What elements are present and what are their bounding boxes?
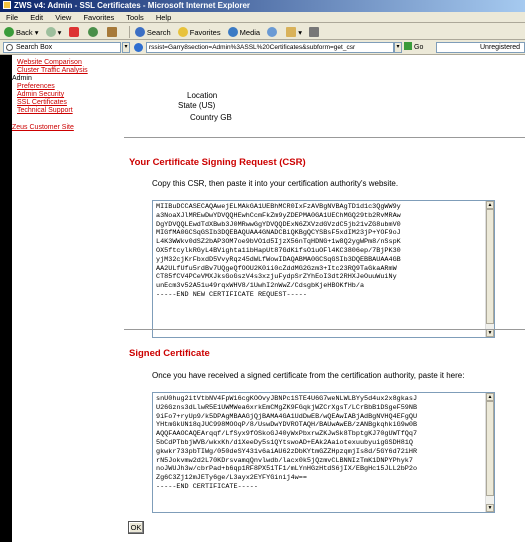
refresh-icon — [88, 27, 98, 37]
country-row — [190, 113, 232, 122]
sidebar-link-preferences[interactable]: Preferences — [17, 83, 55, 90]
history-button[interactable] — [267, 24, 279, 40]
media-icon — [228, 27, 238, 37]
divider — [124, 137, 525, 138]
menu-help[interactable]: Help — [155, 13, 172, 22]
main-content — [124, 55, 525, 542]
mail-button[interactable]: ▾ — [286, 24, 302, 40]
search-box-dropdown[interactable]: ▾ — [122, 42, 130, 53]
signed-certificate-text: snU0hug2itVtbNV4FpWi6cgKOOvyJBNPc1STE4U6G7weNLWLBYy5d4ux2x8gkasJ U26Gzns3dLlwR5E1UWMWea6xrkEmCMgZK9FGqkjWZCrXgsT/LCrBbB1DSgeF59NB 9iFo7+ryUp9/k5DPAgMBAAGjQjBAMA4GA1UdDwEB/wQEAwIABjAdBgNVHQ4EFgQU YHtmGkUN18qJUC998MOOqP/8/UswDwYDVROTAQH/BAUwAwEB/zANBgkqhkiG9w0B AQQFAAOCAQEArqqf/LfSyx9fOSkoGJ40yWxPbxrwZKJwSk8TbptgKJ70gUWTfQq7 5bCdPTbbjWVB/wkxKh/d1XeeDy5s1QYtswoAD+EAk2AaiotexuubyuigGSDH81Q gkwkr733pbTIWg/050deSY431v6aiAU62zDbKYtmGZZHpzqmjIs8d/5GY6d72iHR rN5Jokvmw2d2L70KDrsvamqQnvlwdb/lacx0k5jQzmvCLBNNIzTmK1DNPYPhyk7 noJWUJh3w/cbrPad+b6qp1RF8PX51TF1/mLYnHGzHtdS6jIX/EBgHc15JLL2bP2o Zg6C3Zj12mJETy6ge/L3ayx2EYFYGinij4w== -----END CERTIFICATE----- — [156, 395, 418, 491]
menu-edit[interactable]: Edit — [30, 13, 44, 22]
state-label: State (US) — [178, 101, 216, 110]
ok-button[interactable]: OK — [128, 521, 144, 534]
favorites-label: Favorites — [189, 27, 221, 37]
csr-scrollbar[interactable] — [485, 201, 494, 337]
sidebar-link-technical-support[interactable]: Technical Support — [17, 107, 73, 114]
search-box-label: Search Box — [16, 44, 53, 51]
scroll-down-arrow-icon[interactable]: ▼ — [487, 330, 493, 336]
toolbar-separator — [129, 26, 130, 38]
menu-bar — [0, 12, 525, 23]
unregistered-field: Unregistered — [436, 42, 525, 53]
url-dropdown[interactable]: ▾ — [394, 42, 402, 53]
address-bar — [0, 40, 525, 55]
signed-certificate-textarea[interactable] — [152, 392, 495, 513]
history-icon — [267, 27, 277, 37]
search-box-input[interactable] — [3, 42, 121, 53]
back-label: Back — [16, 27, 33, 37]
go-label: Go — [414, 44, 424, 51]
back-button[interactable]: Back ▾ — [4, 24, 39, 40]
stop-button[interactable] — [69, 24, 81, 40]
back-arrow-icon — [4, 27, 14, 37]
country-label: Country — [190, 113, 219, 122]
favorites-star-icon — [178, 27, 188, 37]
refresh-button[interactable] — [88, 24, 100, 40]
menu-view[interactable]: View — [55, 13, 72, 22]
sidebar-link-ssl-certificates[interactable]: SSL Certificates — [17, 99, 67, 106]
location-label: Location — [187, 91, 218, 100]
search-button[interactable] — [135, 24, 171, 40]
signed-description: Once you have received a signed certificate from the certification authority, paste it here: — [152, 371, 465, 380]
media-button[interactable] — [228, 24, 260, 40]
scroll-thumb[interactable] — [486, 401, 494, 496]
page-icon — [134, 43, 143, 52]
sidebar-link-cluster-traffic[interactable]: Cluster Traffic Analysis — [17, 67, 88, 74]
sidebar-link-website-comparison[interactable]: Website Comparison — [17, 59, 82, 66]
sidebar — [12, 55, 124, 542]
csr-description: Copy this CSR, then paste it into your certification authority's website. — [152, 179, 399, 188]
sidebar-heading-admin: Admin — [12, 75, 32, 82]
go-arrow-icon — [404, 42, 412, 50]
media-label: Media — [239, 27, 261, 37]
home-button[interactable] — [107, 24, 119, 40]
forward-arrow-icon — [46, 27, 56, 37]
scroll-down-arrow-icon[interactable]: ▼ — [487, 505, 493, 511]
window-title-bar — [0, 0, 525, 12]
url-field[interactable]: rssist=Garry8section=Admin%3ASSL%20Certificates&subform=get_csr — [146, 42, 394, 53]
search-icon — [135, 27, 145, 37]
menu-file[interactable]: File — [6, 13, 19, 22]
csr-section-title: Your Certificate Signing Request (CSR) — [129, 157, 306, 168]
home-icon — [107, 27, 117, 37]
csr-textarea[interactable] — [152, 200, 495, 338]
sidebar-link-zeus-customer-site[interactable]: Zeus Customer Site — [12, 124, 74, 131]
sidebar-link-admin-security[interactable]: Admin Security — [17, 91, 65, 98]
scroll-up-arrow-icon[interactable]: ▲ — [487, 202, 493, 208]
window-title: ZWS v4: Admin - SSL Certificates - Microsoft Internet Explorer — [14, 1, 251, 10]
print-button[interactable] — [309, 24, 321, 40]
signed-scrollbar[interactable] — [485, 393, 494, 512]
window-frame-left — [0, 55, 12, 542]
go-button[interactable] — [404, 42, 430, 53]
menu-favorites[interactable]: Favorites — [83, 13, 115, 22]
stop-icon — [69, 27, 79, 37]
ie-app-icon — [3, 1, 11, 9]
scroll-thumb[interactable] — [486, 209, 494, 324]
csr-text: MIIBuDCCASECAQAwejELMAkGA1UEBhMCR0IxFzAVBgNVBAgTD1d1c3QgWW9y a3NoaXJlMREwDwYDVQQHEwhCcmFkZm9yZDEPMA0GA1UEChMGQ29tb2RvMRAw DgYDVQQLEwdTdXBwb3J0MRwwGgYDVQQDExN6ZXVzdGVzdC5jb21vZG8ubmV0 MIGfMA0GCSqGSIb3DQEBAQUAA4GNADCBiQKBgQCYSBsF5xdIM23jP+YOF9oJ L4K3WWkv0dSZ2bAP3OM7oe9bVO1d5IjzX56nTqHDNG+1w8Q2ygWPm8/nSspK OX5ftcylkRGyL4BVighta1ibHapUt87GdKifsO1uOFl4KC3806ep/7BjPK30 yjM32cjKrFbxdD5VvyRqz45dWLfWowIDAQABMA0GCSqGSIb3DQEBBAUAA4GB AA2ULfUfu5rdBv7UQgeQfOOU2K0ii0cZddMG2Gzm3+Itc23RQ9TaGkaARmW CT85fCV4PCeVMXJksGoGszV4s3xzjuFydpSrZYhEoI3dt2RHXJeOuuWuiNy unEcm3v52A51u49rqxWHV8/1UwhI2nWwZ/CdsgbKjeHBOKfHb/a -----END NEW CERTIFICATE REQUEST----- — [156, 203, 401, 299]
menu-tools[interactable]: Tools — [126, 13, 144, 22]
favorites-button[interactable] — [178, 24, 221, 40]
country-value: GB — [220, 113, 232, 122]
print-icon — [309, 27, 319, 37]
magnifier-icon — [6, 44, 13, 51]
scroll-up-arrow-icon[interactable]: ▲ — [487, 394, 493, 400]
signed-section-title: Signed Certificate — [129, 348, 210, 359]
toolbar — [0, 23, 525, 40]
divider — [124, 329, 525, 330]
search-label: Search — [146, 27, 171, 37]
mail-icon — [286, 27, 296, 37]
forward-button[interactable]: ▾ — [46, 24, 62, 40]
